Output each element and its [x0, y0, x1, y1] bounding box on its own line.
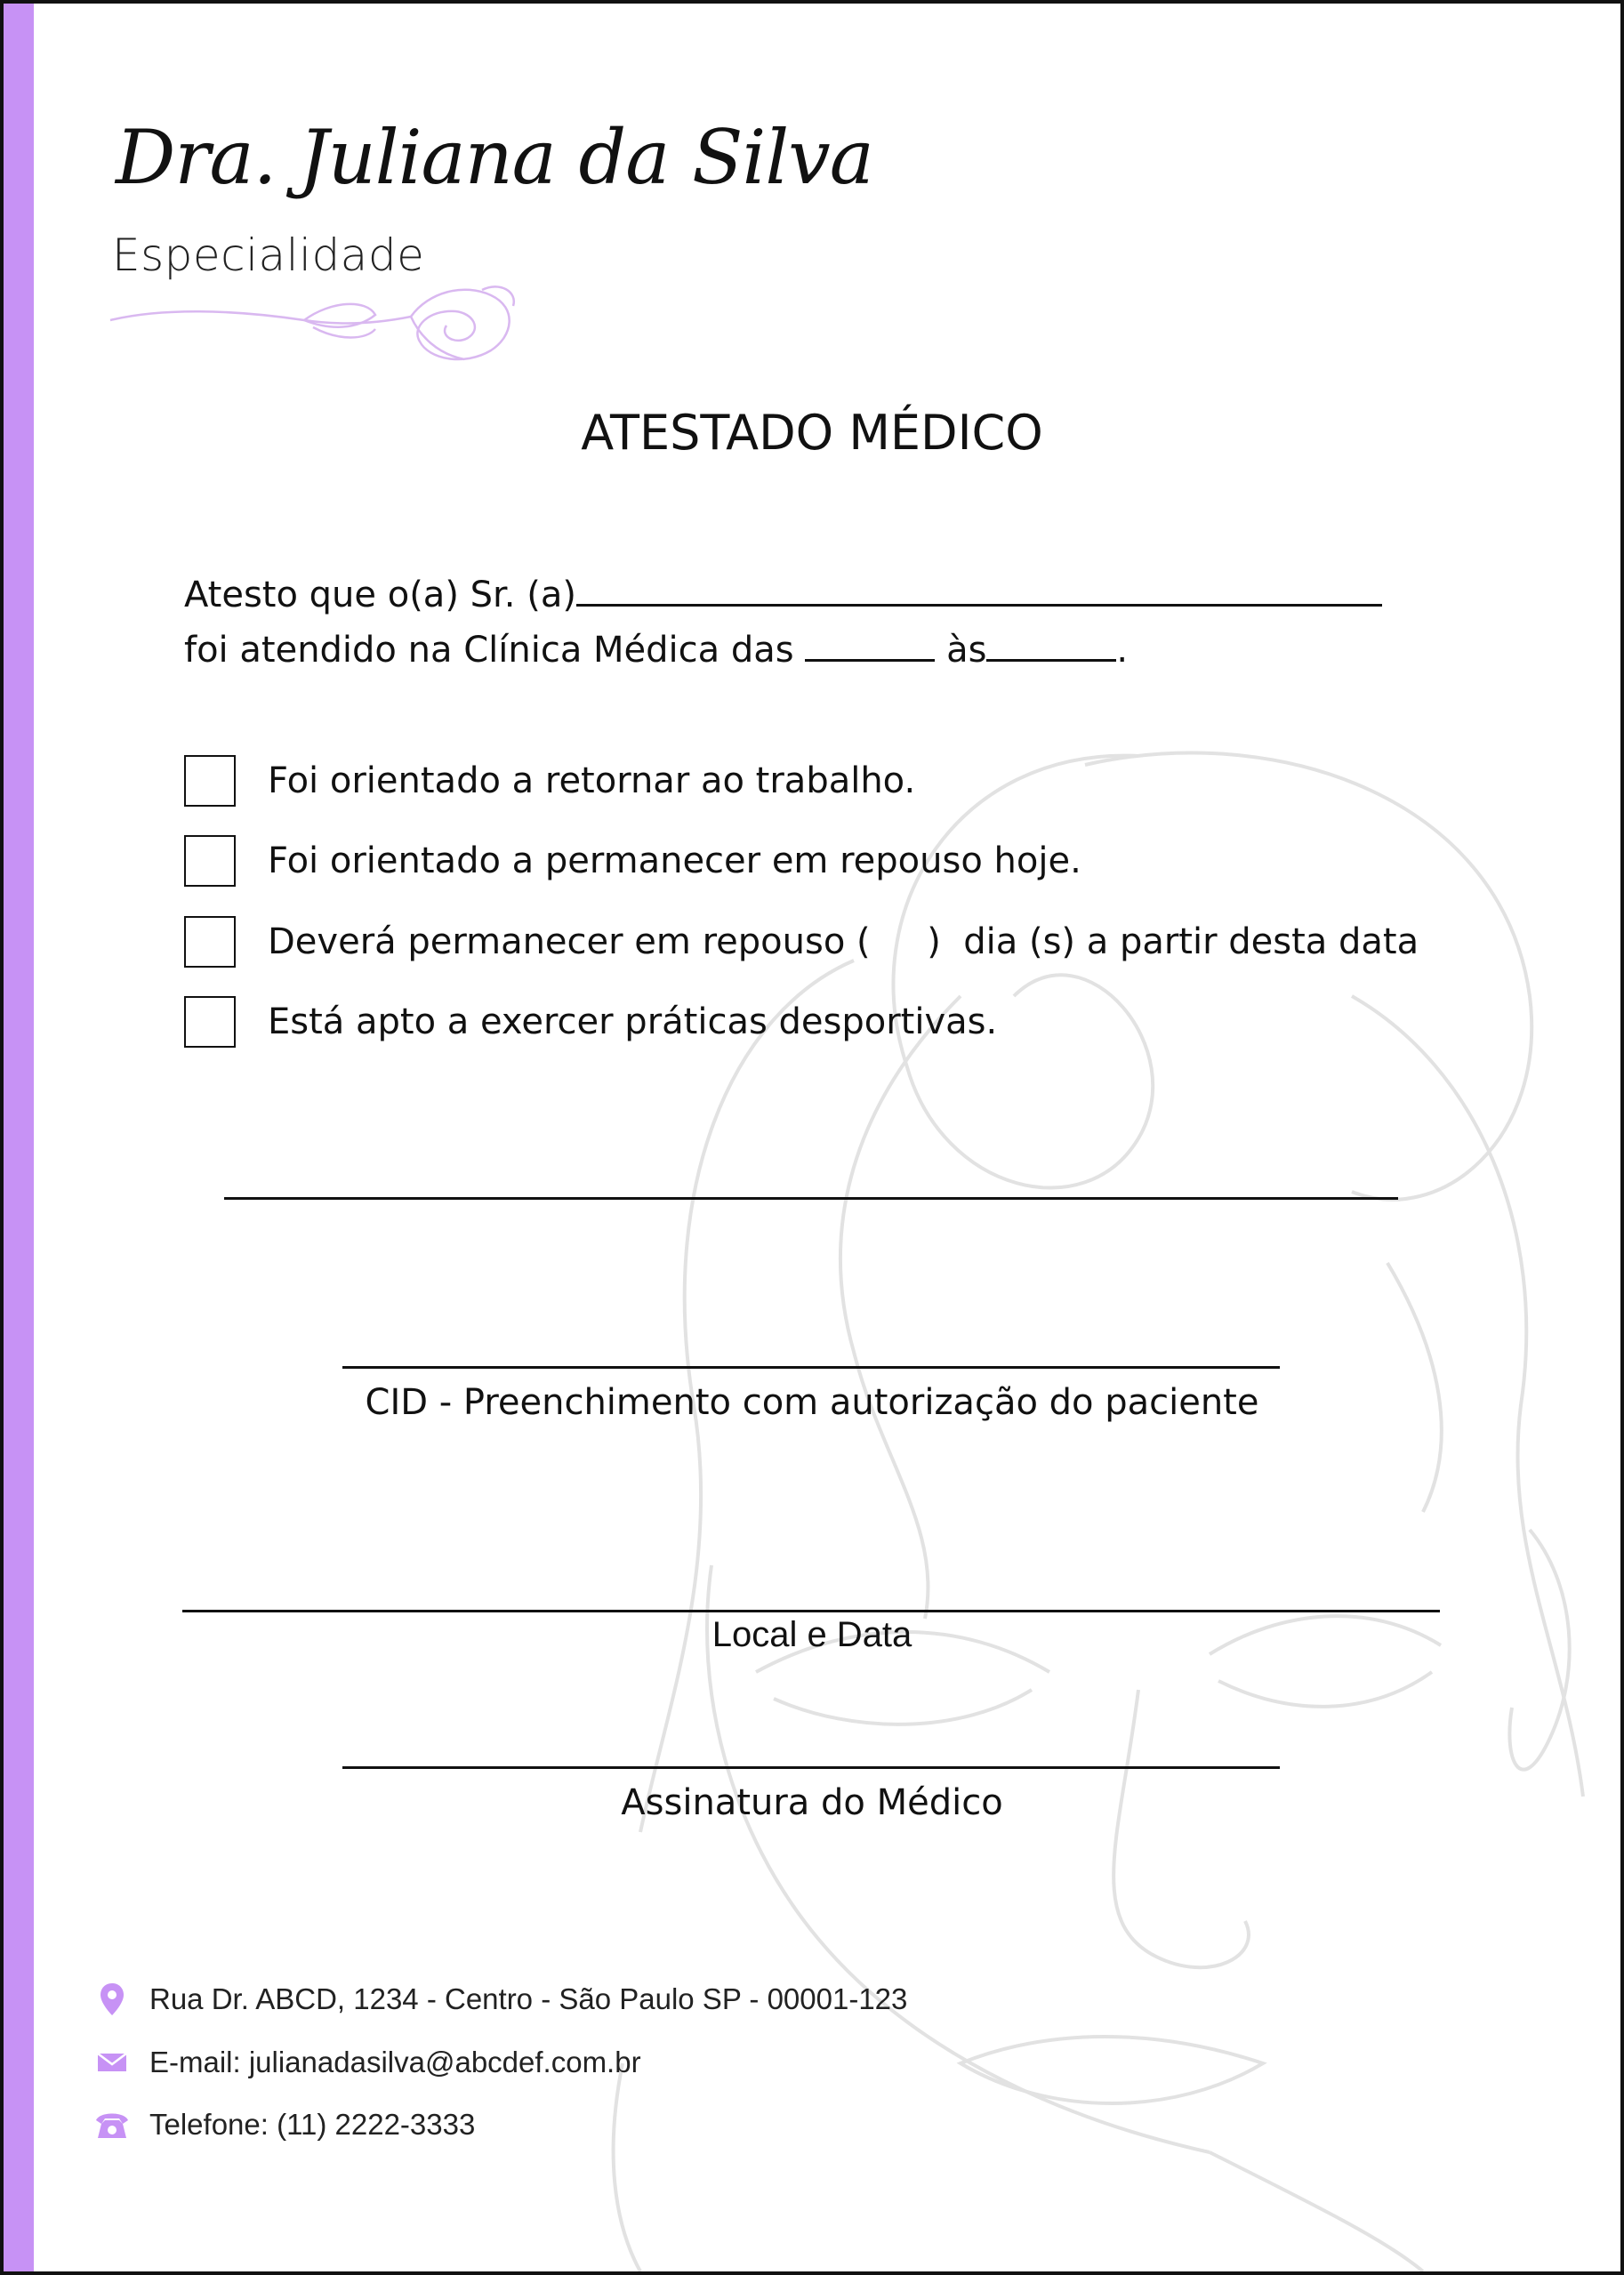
contact-email: [92, 2043, 641, 2082]
statement-line-time: [184, 630, 1128, 671]
envelope-icon: [92, 2043, 132, 2082]
option-rest-days[interactable]: [184, 914, 1419, 969]
address-text: Rua Dr. ABCD, 1234 - Centro - São Paulo SP - 00001-123: [149, 1982, 908, 2015]
telephone-icon: [92, 2105, 132, 2144]
option-rest-days-checkbox[interactable]: [184, 916, 236, 968]
cid-label: CID - Preenchimento com autorização do paciente: [365, 1382, 1259, 1423]
statement-time-connector: às: [946, 630, 987, 671]
option-return-to-work-checkbox[interactable]: [184, 755, 236, 807]
option-sports-fit[interactable]: [184, 994, 997, 1049]
flower-ornament-icon: [109, 274, 527, 363]
signature-line[interactable]: [342, 1766, 1280, 1769]
option-label: Foi orientado a retornar ao trabalho.: [268, 760, 916, 801]
location-pin-icon: [92, 1980, 132, 2019]
statement-period: .: [1116, 630, 1129, 671]
end-time-blank[interactable]: [986, 632, 1116, 662]
option-label: Foi orientado a permanecer em repouso hoje.: [268, 840, 1081, 881]
accent-side-bar: [4, 4, 34, 2271]
option-label: Está apto a exercer práticas desportivas.: [268, 1001, 998, 1042]
option-sports-fit-checkbox[interactable]: [184, 996, 236, 1048]
option-label: Deverá permanecer em repouso ( ) dia (s) a partir desta data: [268, 921, 1419, 962]
option-rest-today[interactable]: [184, 833, 1081, 888]
local-date-label: Local e Data: [712, 1615, 912, 1654]
email-text[interactable]: E-mail: julianadasilva@abcdef.com.br: [149, 2046, 641, 2078]
local-date-line[interactable]: [182, 1610, 1440, 1612]
document-title: ATESTADO MÉDICO: [581, 405, 1043, 461]
notes-line[interactable]: [224, 1197, 1398, 1200]
statement-patient-label: Atesto que o(a) Sr. (a): [184, 575, 576, 615]
contact-address: [92, 1980, 907, 2019]
option-return-to-work[interactable]: [184, 753, 915, 808]
statement-time-label: foi atendido na Clínica Médica das: [184, 630, 794, 671]
contact-phone: [92, 2105, 475, 2144]
statement-line-patient: [184, 575, 1382, 615]
patient-name-blank[interactable]: [576, 577, 1382, 607]
option-rest-today-checkbox[interactable]: [184, 835, 236, 887]
signature-label: Assinatura do Médico: [621, 1782, 1003, 1823]
phone-text[interactable]: Telefone: (11) 2222-3333: [149, 2108, 476, 2141]
start-time-blank[interactable]: [805, 632, 935, 662]
cid-line[interactable]: [342, 1366, 1280, 1369]
doctor-name: Dra. Juliana da Silva: [116, 114, 873, 201]
specialty-label: Especialidade: [112, 229, 425, 281]
